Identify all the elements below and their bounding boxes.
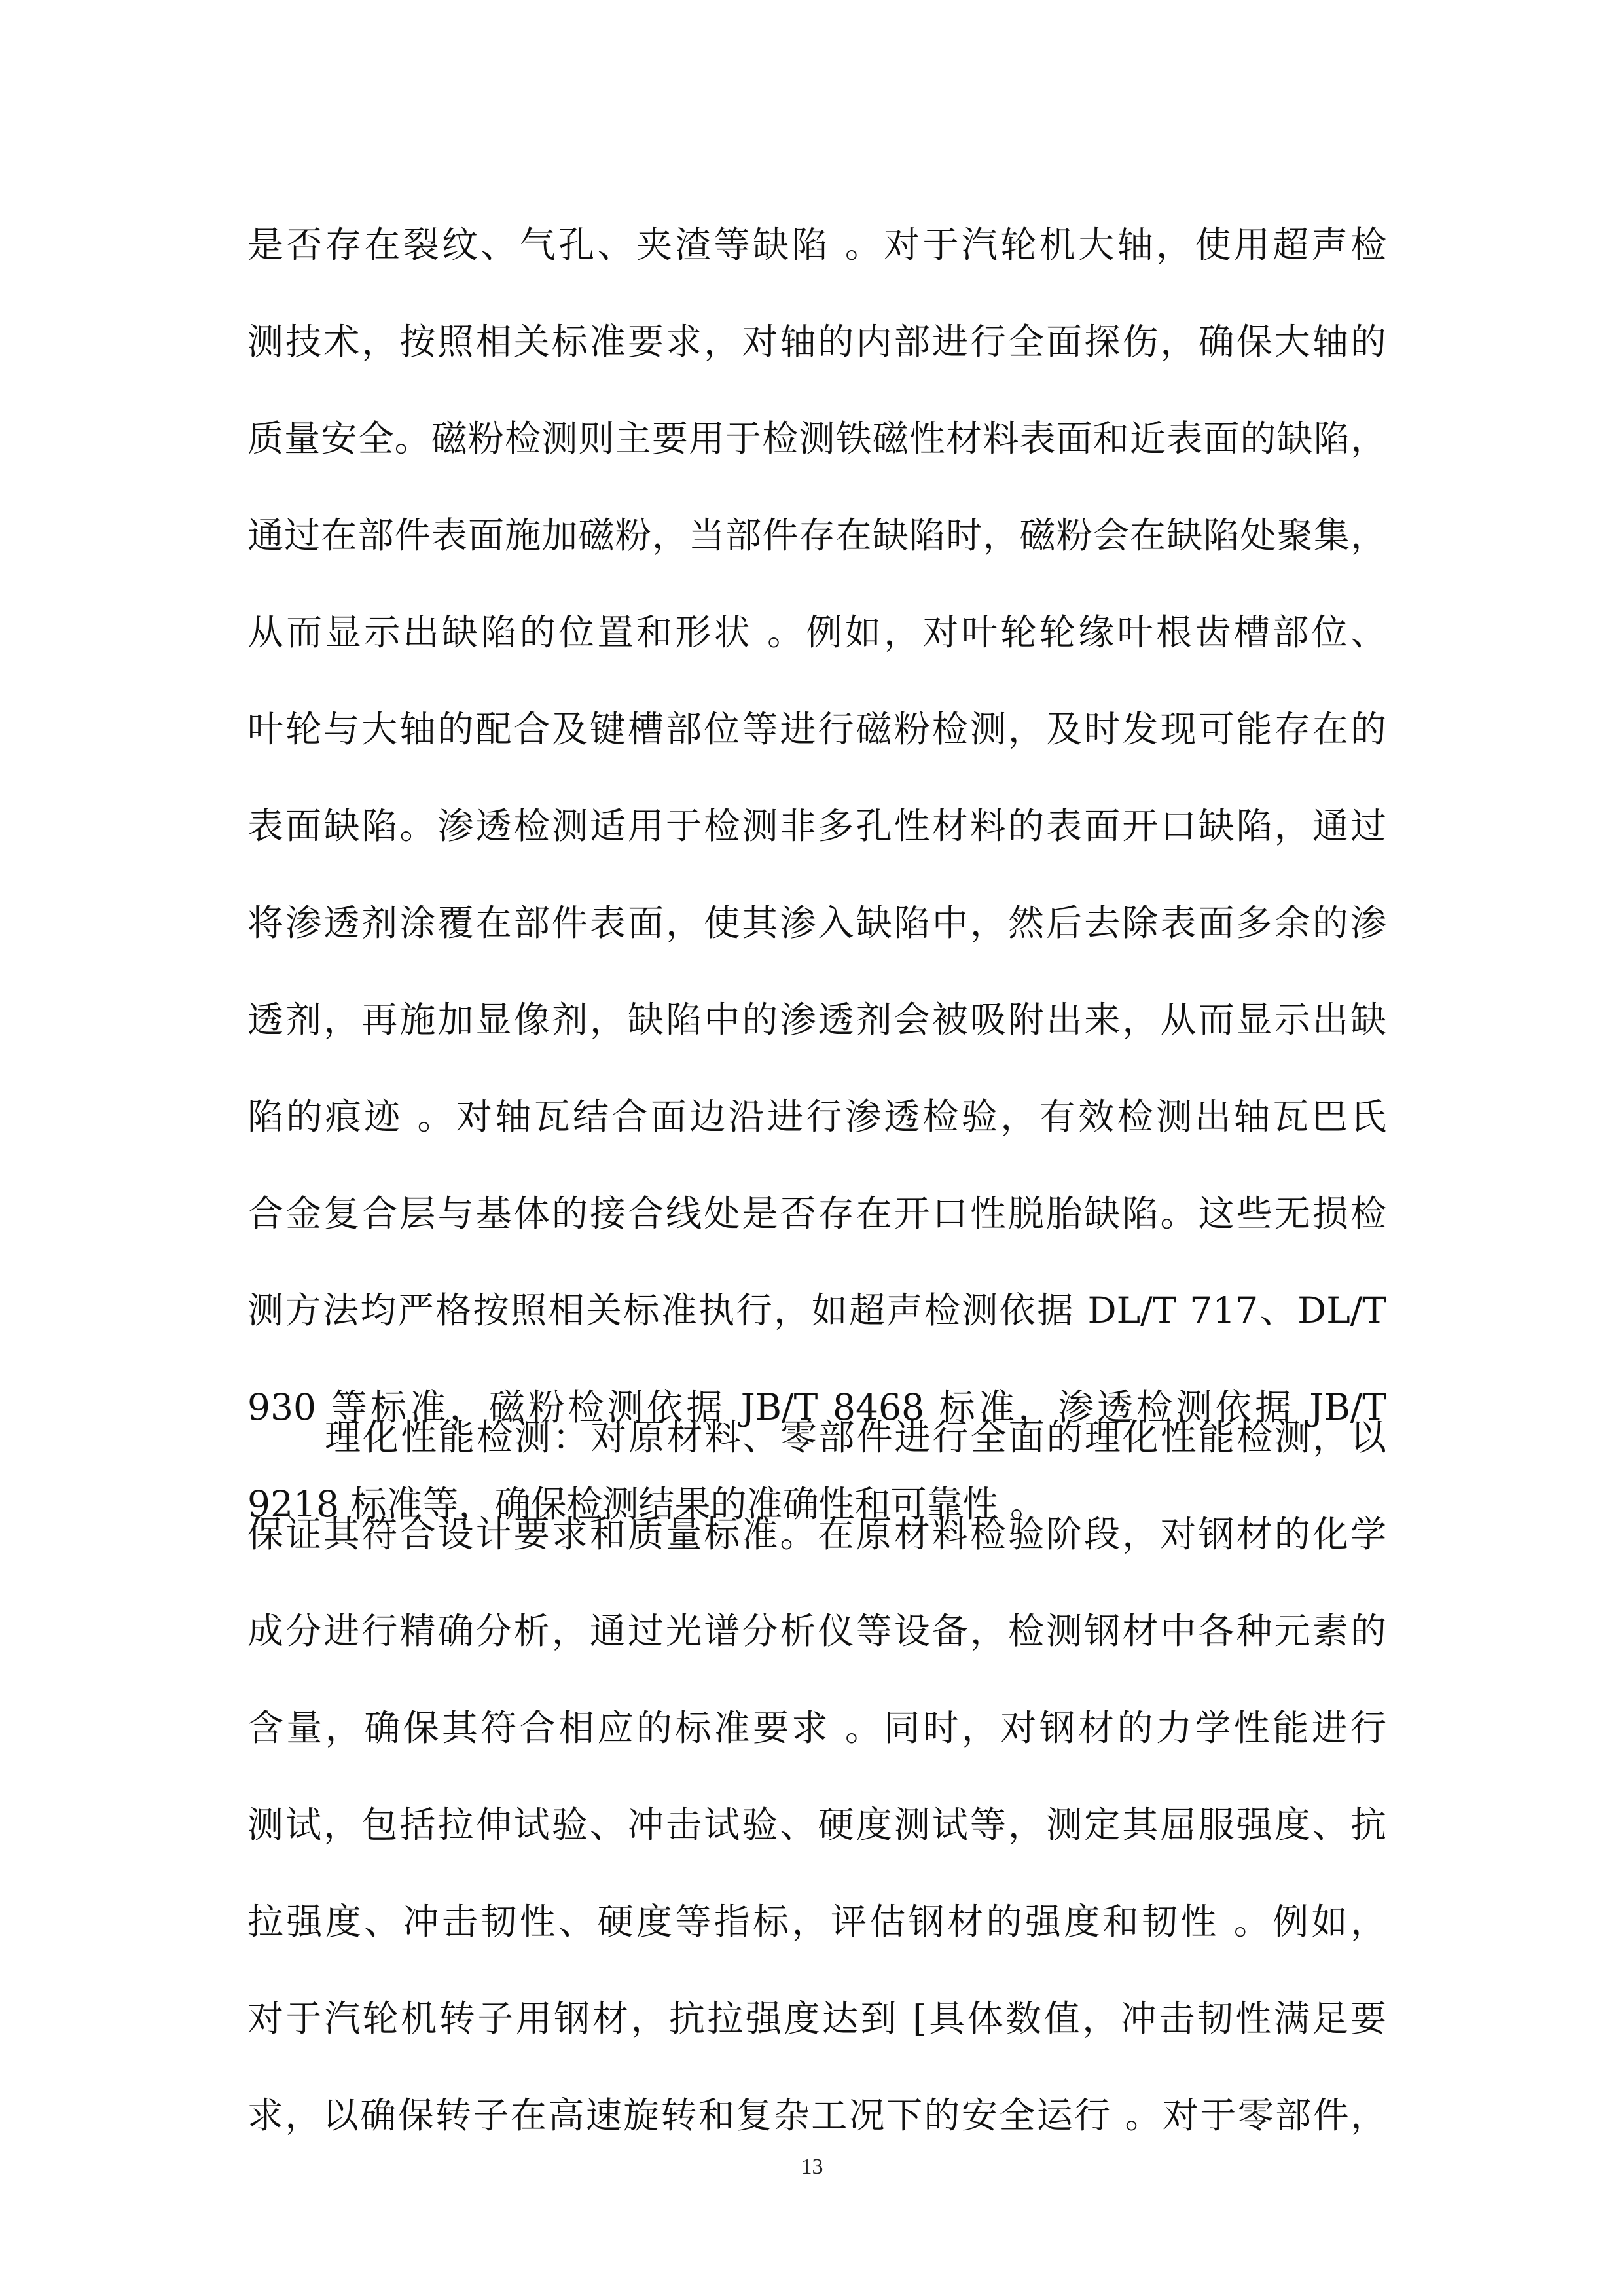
text-line: 测方法均严格按照相关标准执行，如超声检测依据 DL/T 717、DL/T bbox=[247, 1289, 1386, 1331]
text-line: 含量，确保其符合相应的标准要求 。同时，对钢材的力学性能进行 bbox=[247, 1707, 1386, 1749]
text-line: 求，以确保转子在高速旋转和复杂工况下的安全运行 。对于零部件， bbox=[247, 2094, 1386, 2136]
text-line: 质量安全。磁粉检测则主要用于检测铁磁性材料表面和近表面的缺陷， bbox=[247, 418, 1386, 459]
text-line: 从而显示出缺陷的位置和形状 。例如，对叶轮轮缘叶根齿槽部位、 bbox=[247, 611, 1386, 653]
text-line: 合金复合层与基体的接合线处是否存在开口性脱胎缺陷。这些无损检 bbox=[247, 1193, 1386, 1234]
text-line: 通过在部件表面施加磁粉，当部件存在缺陷时，磁粉会在缺陷处聚集， bbox=[247, 514, 1386, 556]
text-line: 叶轮与大轴的配合及键槽部位等进行磁粉检测，及时发现可能存在的 bbox=[247, 708, 1386, 750]
text-line: 930 等标准，磁粉检测依据 JB/T 8468 标准，渗透检测依据 JB/T bbox=[247, 1386, 1386, 1428]
text-line-indented: 理化性能检测：对原材料、零部件进行全面的理化性能检测，以 bbox=[325, 1416, 1386, 1458]
text-line: 陷的痕迹 。对轴瓦结合面边沿进行渗透检验，有效检测出轴瓦巴氏 bbox=[247, 1096, 1386, 1138]
text-line: 测试，包括拉伸试验、冲击试验、硬度测试等，测定其屈服强度、抗 bbox=[247, 1804, 1386, 1846]
text-line: 表面缺陷。渗透检测适用于检测非多孔性材料的表面开口缺陷，通过 bbox=[247, 805, 1386, 847]
text-line: 将渗透剂涂覆在部件表面，使其渗入缺陷中，然后去除表面多余的渗 bbox=[247, 902, 1386, 944]
text-line: 拉强度、冲击韧性、硬度等指标，评估钢材的强度和韧性 。例如， bbox=[247, 1901, 1386, 1943]
text-line: 测技术，按照相关标准要求，对轴的内部进行全面探伤，确保大轴的 bbox=[247, 321, 1386, 363]
text-line: 保证其符合设计要求和质量标准。在原材料检验阶段，对钢材的化学 bbox=[247, 1513, 1386, 1555]
paragraph-ndt-methods bbox=[247, 196, 1386, 1552]
paragraph-physical-chemical-testing bbox=[247, 1389, 1386, 2164]
text-line: 对于汽轮机转子用钢材，抗拉强度达到 [具体数值，冲击韧性满足要 bbox=[247, 1998, 1386, 2039]
page-number: 13 bbox=[801, 2155, 823, 2179]
text-line: 透剂，再施加显像剂，缺陷中的渗透剂会被吸附出来，从而显示出缺 bbox=[247, 999, 1386, 1041]
text-line-last: 9218 标准等，确保检测结果的准确性和可靠性 。 bbox=[247, 1483, 1046, 1525]
text-line: 成分进行精确分析，通过光谱分析仪等设备，检测钢材中各种元素的 bbox=[247, 1610, 1386, 1652]
text-line: 是否存在裂纹、气孔、夹渣等缺陷 。对于汽轮机大轴，使用超声检 bbox=[247, 224, 1386, 266]
